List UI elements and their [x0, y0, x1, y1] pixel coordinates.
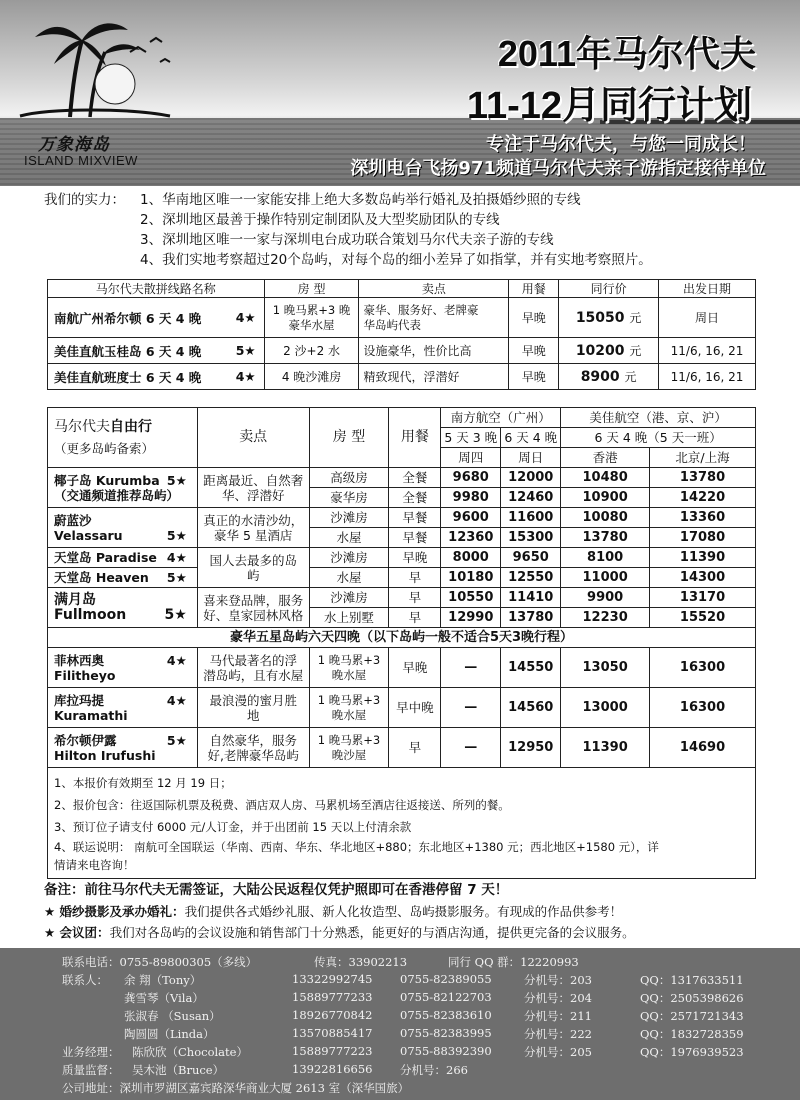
room-type: 1 晚马累+3 晚水屋 — [309, 648, 389, 688]
price: 14220 — [650, 488, 756, 508]
contact-ext: 分机号：211 — [524, 1009, 592, 1023]
meal: 早餐 — [389, 528, 441, 548]
meal: 早晚 — [389, 648, 441, 688]
price: 12360 — [441, 528, 501, 548]
price: — — [441, 648, 501, 688]
price: 9980 — [441, 488, 501, 508]
price: 10550 — [441, 588, 501, 608]
group-tour-table — [47, 279, 756, 390]
contact-name: 张淑春 （Susan） — [124, 1009, 221, 1023]
price: 8100 — [561, 548, 650, 568]
room-type: 豪华房 — [309, 488, 389, 508]
contact-phone: 0755-82389055 — [400, 972, 492, 986]
departure-date: 11/6, 16, 21 — [659, 364, 756, 390]
free-travel-table — [47, 407, 756, 879]
island-paradise: 天堂岛 Paradise 4★ — [48, 548, 198, 568]
price: 10180 — [441, 568, 501, 588]
luxury-banner: 豪华五星岛屿六天四晚（以下岛屿一般不适合5天3晚行程） — [48, 628, 756, 648]
company-phone: 联系电话：0755-89800305（多线） — [62, 955, 258, 969]
strength-item: 3、深圳地区唯一一家与深圳电台成功联合策划马尔代夫亲子游的专线 — [140, 232, 554, 248]
remarks-section — [44, 880, 760, 943]
selling-point: 马代最著名的浮 潜岛屿，且有水屋 — [197, 648, 309, 688]
price: 11390 — [561, 728, 650, 768]
contact-footer — [0, 948, 800, 1100]
meal: 早晚 — [389, 548, 441, 568]
room-type: 沙滩房 — [309, 548, 389, 568]
col-header: 出发日期 — [659, 280, 756, 298]
col-header: 卖点 — [359, 280, 509, 298]
meal: 早晚 — [509, 364, 559, 390]
price: — — [441, 688, 501, 728]
price: 16300 — [650, 648, 756, 688]
price: 14690 — [650, 728, 756, 768]
contact-phone: 0755-82383610 — [400, 1008, 492, 1022]
table-row — [48, 364, 756, 390]
price: 16300 — [650, 688, 756, 728]
price: 14300 — [650, 568, 756, 588]
south-airline-header: 南方航空（广州） — [441, 408, 561, 428]
price: 13780 — [561, 528, 650, 548]
table-row — [48, 468, 756, 488]
strength-item: 1、华南地区唯一一家能安排上绝大多数岛屿举行婚礼及拍摄婚纱照的专线 — [140, 192, 581, 208]
contact-qq: QQ：2505398626 — [640, 991, 744, 1005]
note-line: 2、报价包含：往返国际机票及税费、酒店双人房、马累机场至酒店往返接送、所列的餐。 — [54, 798, 510, 812]
contact-qq: QQ：1832728359 — [640, 1027, 744, 1041]
price: 8000 — [441, 548, 501, 568]
departure-day: 周日 — [501, 448, 561, 468]
price: 14550 — [501, 648, 561, 688]
price: 13780 — [501, 608, 561, 628]
contact-ext: 分机号：203 — [524, 973, 592, 987]
price: 11000 — [561, 568, 650, 588]
visa-remark: 备注：前往马尔代夫无需签证，大陆公民返程仅凭护照即可在香港停留 7 天！ — [44, 882, 509, 898]
room-type: 2 沙+2 水 — [264, 338, 359, 364]
room-type: 1 晚马累+3 晚 豪华水屋 — [264, 298, 359, 338]
price: 15050 元 — [559, 298, 659, 338]
selling-point: 设施豪华，性价比高 — [359, 338, 509, 364]
contact-qq: QQ：2571721343 — [640, 1009, 744, 1023]
meal: 早餐 — [389, 508, 441, 528]
meal: 早晚 — [509, 338, 559, 364]
header-banner — [0, 0, 800, 186]
price: 12950 — [501, 728, 561, 768]
price: 11410 — [501, 588, 561, 608]
meijia-airline-header: 美佳航空（港、京、沪） — [561, 408, 756, 428]
island-filitheyo: 菲林西奥 4★ Filitheyo — [48, 648, 198, 688]
contact-mobile: 18926770842 — [292, 1008, 373, 1022]
page-title-line2: 11-12月同行计划 — [466, 85, 752, 127]
qq-group: 同行 QQ 群：12220993 — [448, 955, 579, 969]
island-velassaru: 蔚蓝沙 Velassaru 5★ — [48, 508, 198, 548]
table-row — [48, 338, 756, 364]
meal: 早 — [389, 568, 441, 588]
price: 12990 — [441, 608, 501, 628]
price: 17080 — [650, 528, 756, 548]
note-line: 4、联运说明： 南航可全国联运（华南、西南、华东、华北地区+880；东北地区+1380 元；西北地区+1580 元），详 — [54, 840, 659, 854]
note-line: 3、预订位子请支付 6000 元/人订金，并于出团前 15 天以上付清余款 — [54, 820, 412, 834]
contact-ext: 分机号：204 — [524, 991, 592, 1005]
logo-chinese-name: 万象海岛 — [38, 135, 110, 155]
price: 12460 — [501, 488, 561, 508]
strength-item: 2、深圳地区最善于操作特别定制团队及大型奖励团队的专线 — [140, 212, 500, 228]
note-line: 1、本报价有效期至 12 月 19 日； — [54, 776, 232, 790]
col-header: 同行价 — [559, 280, 659, 298]
strengths-lead: 我们的实力： — [44, 192, 125, 208]
room-type: 水上别墅 — [309, 608, 389, 628]
price: 12550 — [501, 568, 561, 588]
palm-island-logo-icon — [10, 12, 180, 122]
contact-mobile: 13570885417 — [292, 1026, 373, 1040]
free-table-title: 马尔代夫自由行 （更多岛屿备索） — [48, 408, 198, 468]
contact-name: 龚雪琴（Vila） — [124, 991, 204, 1005]
price: 12000 — [501, 468, 561, 488]
slogan-line2: 深圳电台飞扬971频道马尔代夫亲子游指定接待单位 — [350, 158, 766, 179]
col-header-meal: 用餐 — [389, 408, 441, 468]
island-heaven: 天堂岛 Heaven 5★ — [48, 568, 198, 588]
meal: 早 — [389, 608, 441, 628]
selling-point: 真正的水清沙幼， 豪华 5 星酒店 — [197, 508, 309, 548]
company-address: 公司地址：深圳市罗湖区嘉宾路深华商业大厦 2613 室（深华国旅） — [62, 1081, 410, 1095]
note-line: 情请来电咨询！ — [54, 858, 135, 872]
strengths-section — [44, 190, 652, 270]
contact-name: 余 翔（Tony） — [124, 973, 202, 987]
qc-label: 质量监督： — [62, 1063, 120, 1077]
price: 11390 — [650, 548, 756, 568]
table-header-row — [48, 280, 756, 298]
price: 8900 元 — [559, 364, 659, 390]
col-header: 马尔代夫散拼线路名称 — [48, 280, 265, 298]
contacts-label: 联系人： — [62, 973, 108, 987]
room-type: 水屋 — [309, 528, 389, 548]
price: 13780 — [650, 468, 756, 488]
manager-mobile: 15889777223 — [292, 1044, 373, 1058]
island-fullmoon: 满月岛 Fullmoon 5★ — [48, 588, 198, 628]
table-row — [48, 548, 756, 568]
city-hk: 香港 — [561, 448, 650, 468]
meal: 早中晚 — [389, 688, 441, 728]
island-kurumba: 椰子岛 Kurumba 5★ （交通频道推荐岛屿） — [48, 468, 198, 508]
price: — — [441, 728, 501, 768]
room-type: 水屋 — [309, 568, 389, 588]
table-row — [48, 648, 756, 688]
price: 9650 — [501, 548, 561, 568]
route-name: 美佳直航班度士 6 天 4 晚 4★ — [48, 364, 265, 390]
table-row — [48, 728, 756, 768]
price: 13050 — [561, 648, 650, 688]
logo-english-name: ISLAND MIXVIEW — [24, 153, 138, 168]
price: 9600 — [441, 508, 501, 528]
selling-point: 豪华、服务好、老牌豪 华岛屿代表 — [359, 298, 509, 338]
selling-point: 距离最近、自然奢 华、浮潜好 — [197, 468, 309, 508]
price: 13000 — [561, 688, 650, 728]
meal: 早晚 — [509, 298, 559, 338]
duration-5d: 5 天 3 晚 — [441, 428, 501, 448]
wedding-remark: ★ 婚纱摄影及承办婚礼：我们提供各式婚纱礼服、新人化妆造型、岛屿摄影服务。有现成的作品供参考！ — [44, 904, 623, 919]
meeting-remark: ★ 会议团：我们对各岛屿的会议设施和销售部门十分熟悉，能更好的与酒店沟通，提供更完备的会议服务。 — [44, 925, 635, 940]
price: 13170 — [650, 588, 756, 608]
table-row — [48, 588, 756, 608]
company-fax: 传真：33902213 — [314, 955, 408, 969]
price: 9680 — [441, 468, 501, 488]
room-type: 沙滩房 — [309, 508, 389, 528]
room-type: 4 晚沙滩房 — [264, 364, 359, 390]
price: 12230 — [561, 608, 650, 628]
manager-ext: 分机号：205 — [524, 1045, 592, 1059]
contact-phone: 0755-82383995 — [400, 1026, 492, 1040]
meijia-duration: 6 天 4 晚（5 天一班） — [561, 428, 756, 448]
manager-qq: QQ：1976939523 — [640, 1045, 744, 1059]
table-row — [48, 688, 756, 728]
slogan-line1: 专注于马尔代夫，与您一同成长！ — [486, 134, 756, 155]
price: 15520 — [650, 608, 756, 628]
price: 10080 — [561, 508, 650, 528]
duration-6d: 6 天 4 晚 — [501, 428, 561, 448]
manager-label: 业务经理： — [62, 1045, 120, 1059]
island-kuramathi: 库拉玛提 4★ Kuramathi — [48, 688, 198, 728]
room-type: 高级房 — [309, 468, 389, 488]
price: 14560 — [501, 688, 561, 728]
room-type: 沙滩房 — [309, 588, 389, 608]
contact-qq: QQ：1317633511 — [640, 973, 744, 987]
price: 10480 — [561, 468, 650, 488]
selling-point: 最浪漫的蜜月胜 地 — [197, 688, 309, 728]
selling-point: 国人去最多的岛 屿 — [197, 548, 309, 588]
price: 13360 — [650, 508, 756, 528]
price: 9900 — [561, 588, 650, 608]
meal: 早 — [389, 728, 441, 768]
price: 15300 — [501, 528, 561, 548]
meal: 早 — [389, 588, 441, 608]
manager-name: 陈欣欣（Chocolate） — [132, 1045, 248, 1059]
notes-block — [48, 768, 756, 879]
col-header-room: 房 型 — [309, 408, 389, 468]
room-type: 1 晚马累+3 晚沙屋 — [309, 728, 389, 768]
departure-date: 11/6, 16, 21 — [659, 338, 756, 364]
selling-point: 自然豪华，服务 好,老牌豪华岛屿 — [197, 728, 309, 768]
room-type: 1 晚马累+3 晚水屋 — [309, 688, 389, 728]
manager-phone: 0755-88392390 — [400, 1044, 492, 1058]
selling-point: 精致现代，浮潜好 — [359, 364, 509, 390]
contact-mobile: 15889777233 — [292, 990, 373, 1004]
col-header: 用餐 — [509, 280, 559, 298]
island-hilton-irufushi: 希尔顿伊露 5★ Hilton Irufushi — [48, 728, 198, 768]
qc-name: 吴木池（Bruce） — [132, 1063, 225, 1077]
table-row — [48, 298, 756, 338]
strength-item: 4、我们实地考察超过20个岛屿，对每个岛的细小差异了如指掌，并有实地考察照片。 — [140, 252, 652, 268]
contact-ext: 分机号：222 — [524, 1027, 592, 1041]
table-row — [48, 508, 756, 528]
contact-mobile: 13322992745 — [292, 972, 373, 986]
price: 11600 — [501, 508, 561, 528]
qc-mobile: 13922816656 — [292, 1062, 373, 1076]
route-name: 南航广州希尔顿 6 天 4 晚 4★ — [48, 298, 265, 338]
qc-ext: 分机号：266 — [400, 1063, 468, 1077]
table-row — [48, 568, 756, 588]
selling-point: 喜来登品牌，服务 好、皇家园林风格 — [197, 588, 309, 628]
col-header: 房 型 — [264, 280, 359, 298]
city-bj-sh: 北京/上海 — [650, 448, 756, 468]
contact-name: 陶圆圆（Linda） — [124, 1027, 215, 1041]
contact-phone: 0755-82122703 — [400, 990, 492, 1004]
departure-day: 周四 — [441, 448, 501, 468]
price: 10200 元 — [559, 338, 659, 364]
page-title-line1: 2011年马尔代夫 — [497, 33, 756, 74]
meal: 全餐 — [389, 468, 441, 488]
departure-date: 周日 — [659, 298, 756, 338]
route-name: 美佳直航玉桂岛 6 天 4 晚 5★ — [48, 338, 265, 364]
col-header-selling: 卖点 — [197, 408, 309, 468]
meal: 全餐 — [389, 488, 441, 508]
price: 10900 — [561, 488, 650, 508]
